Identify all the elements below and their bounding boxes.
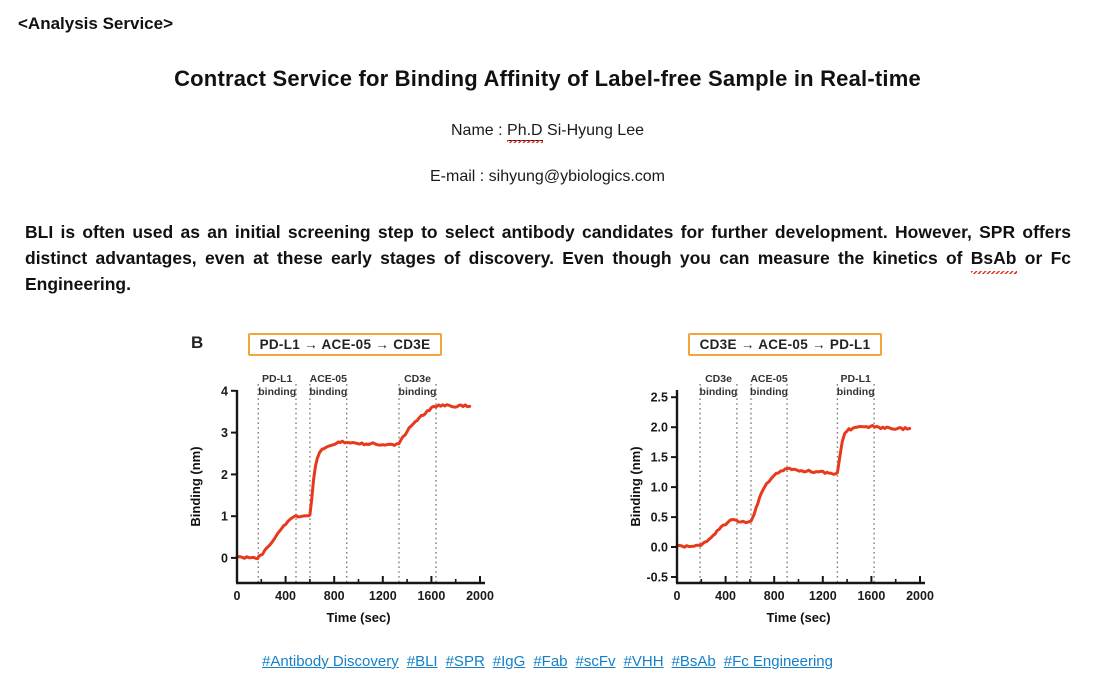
name-label: Name : (451, 122, 508, 139)
svg-text:1.0: 1.0 (650, 480, 668, 495)
section-tag: <Analysis Service> (18, 14, 174, 33)
svg-text:2000: 2000 (466, 589, 494, 603)
svg-text:ACE-05: ACE-05 (309, 373, 347, 385)
hashtag-link-bli[interactable]: #BLI (406, 653, 438, 670)
svg-text:-0.5: -0.5 (646, 570, 668, 585)
svg-text:2: 2 (221, 467, 228, 482)
svg-text:0: 0 (233, 589, 241, 603)
svg-text:binding: binding (258, 386, 297, 398)
hashtag-link-fab[interactable]: #Fab (533, 653, 568, 670)
svg-text:0: 0 (221, 551, 228, 566)
svg-text:3: 3 (221, 426, 228, 441)
hashtag-link-fc-engineering[interactable]: #Fc Engineering (723, 653, 833, 670)
binding-curve-plot-right (620, 328, 950, 628)
svg-text:1: 1 (221, 509, 228, 524)
svg-text:1200: 1200 (368, 589, 397, 603)
degree-text-spellchecked: Ph.D (507, 122, 543, 139)
svg-text:0.5: 0.5 (650, 510, 668, 525)
chart-title-wrap-right (620, 333, 950, 356)
svg-text:binding: binding (750, 386, 788, 398)
bsab-term-spellchecked: BsAb (971, 245, 1017, 271)
svg-text:binding: binding (699, 386, 738, 398)
svg-text:1200: 1200 (808, 589, 837, 603)
hashtag-link-igg[interactable]: #IgG (492, 653, 526, 670)
svg-text:PD-L1: PD-L1 (262, 373, 293, 385)
svg-text:2.5: 2.5 (650, 390, 668, 405)
svg-text:400: 400 (715, 589, 737, 603)
hashtag-link-vhh[interactable]: #VHH (623, 653, 664, 670)
panel-label-b: B (191, 333, 204, 352)
binding-curve-plot-left (180, 328, 510, 628)
svg-text:1.5: 1.5 (650, 450, 668, 465)
svg-text:800: 800 (763, 589, 785, 603)
chart-title-wrap-left (180, 333, 510, 356)
hashtag-link-spr[interactable]: #SPR (445, 653, 485, 670)
svg-text:4: 4 (221, 384, 228, 399)
paragraph-text-1: BLI is often used as an initial screening step to select antibody candidates for further development. However, SPR offers distinct advantages, even at these early stages of discovery. Even though you can measure the kinetics of (25, 222, 1076, 268)
author-name: Si-Hyung Lee (542, 122, 644, 139)
chart-cd3e-ace05-pdl1 (620, 328, 950, 628)
svg-text:CD3e: CD3e (404, 373, 431, 385)
svg-text:Binding (nm): Binding (nm) (628, 446, 643, 527)
chart-title-box-right: CD3E → ACE-05 → PD-L1 (688, 333, 883, 356)
paragraph-text-2: or Fc Engineering. (25, 248, 1076, 294)
svg-text:Time (sec): Time (sec) (766, 610, 831, 625)
chart-pdl1-ace05-cd3e (180, 328, 510, 628)
author-name-line (0, 122, 1095, 141)
svg-text:CD3e: CD3e (705, 373, 732, 385)
svg-text:binding: binding (309, 386, 348, 398)
hashtag-link-antibody-discovery[interactable]: #Antibody Discovery (262, 653, 399, 670)
svg-text:2.0: 2.0 (650, 420, 668, 435)
svg-text:binding: binding (836, 386, 875, 398)
svg-text:PD-L1: PD-L1 (840, 373, 871, 385)
svg-text:0: 0 (673, 589, 681, 603)
svg-text:binding: binding (398, 386, 437, 398)
svg-text:ACE-05: ACE-05 (750, 373, 788, 385)
svg-text:1600: 1600 (857, 589, 886, 603)
email-line: E-mail : sihyung@ybiologics.com (430, 168, 665, 185)
svg-text:800: 800 (323, 589, 345, 603)
hashtag-link-bsab[interactable]: #BsAb (671, 653, 716, 670)
page-title: Contract Service for Binding Affinity of Label-free Sample in Real-time (174, 66, 921, 91)
svg-text:0.0: 0.0 (650, 540, 668, 555)
chart-title-box-left: PD-L1 → ACE-05 → CD3E (248, 333, 443, 356)
svg-text:1600: 1600 (417, 589, 446, 603)
svg-text:Binding (nm): Binding (nm) (188, 446, 203, 527)
body-paragraph (25, 219, 1076, 297)
hashtag-row (0, 653, 1095, 670)
svg-text:400: 400 (275, 589, 297, 603)
svg-text:Time (sec): Time (sec) (326, 610, 391, 625)
svg-text:2000: 2000 (906, 589, 934, 603)
hashtag-link-scfv[interactable]: #scFv (575, 653, 616, 670)
